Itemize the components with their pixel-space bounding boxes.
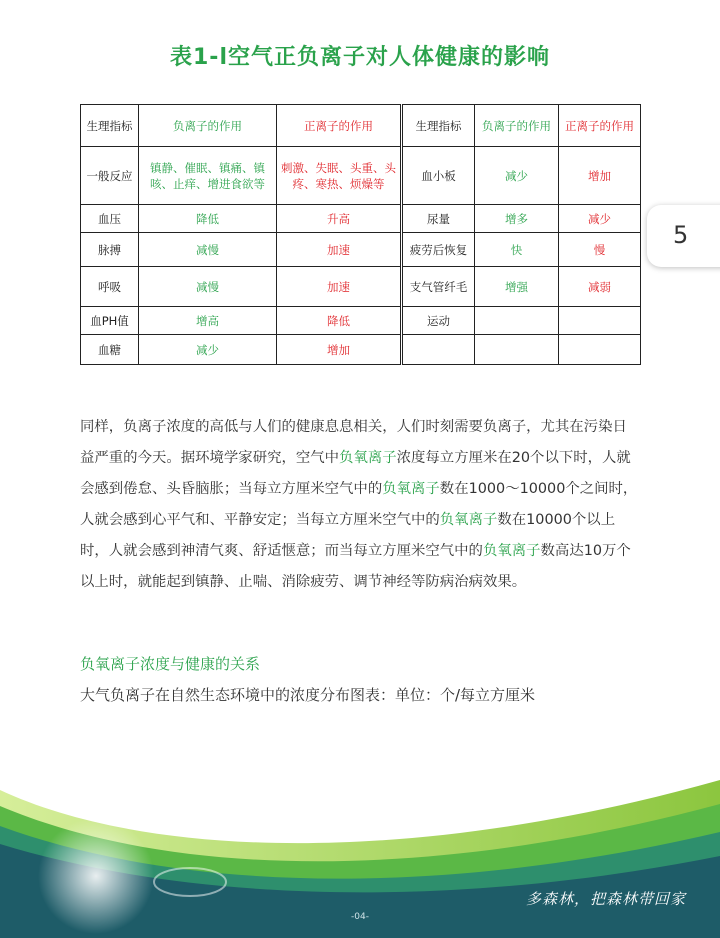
table-header-row [403,105,641,147]
table-header-cell: 生理指标 [403,105,475,147]
table-cell: 升高 [277,205,401,233]
table-cell: 支气管纤毛 [403,267,475,307]
footer-slogan: 多森林，把森林带回家 [526,890,687,908]
table-cell: 镇静、催眠、镇痛、镇咳、止痒、增进食欲等 [139,147,277,205]
table-cell: 减少 [475,147,559,205]
table-row [403,267,641,307]
table-header-row [81,105,401,147]
table-cell: 加速 [277,267,401,307]
table-cell: 增高 [139,307,277,335]
table-cell: 快 [475,233,559,267]
side-tab-number: 5 [673,221,689,249]
ion-effects-table-right [402,104,641,365]
table-row [81,335,401,365]
paragraph-text: 数高达10万个以上时，就能起到镇静、止喘、消除疲劳、调节神经等防病治病效果。 [80,543,631,590]
table-cell: 血糖 [81,335,139,365]
table-row [81,307,401,335]
table-row [403,233,641,267]
table-header-cell: 负离子的作用 [139,105,277,147]
body-paragraph [80,412,640,598]
table-cell: 血小板 [403,147,475,205]
table-cell: 降低 [139,205,277,233]
table-cell: 慢 [559,233,641,267]
table-cell: 降低 [277,307,401,335]
highlight-term: 负氧离子 [382,481,440,497]
section-subheading: 负氧离子浓度与健康的关系 [80,655,261,673]
table-cell: 减少 [139,335,277,365]
table-cell [559,307,641,335]
paragraph-text: 同样，负离子浓度的高低与人们的健康息息相关，人们时刻需要负离子，尤其在污染日益严重的今天。据环境学家研究，空气中 [80,419,627,466]
table-cell: 血压 [81,205,139,233]
table-row [403,147,641,205]
table-cell: 血PH值 [81,307,139,335]
table-row [81,233,401,267]
table-cell: 减弱 [559,267,641,307]
table-cell: 增多 [475,205,559,233]
page-number: -04- [351,912,369,922]
highlight-term: 负氧离子 [482,543,541,559]
table-header-cell: 负离子的作用 [475,105,559,147]
table-cell: 运动 [403,307,475,335]
table-cell [559,335,641,365]
table-row [81,205,401,233]
ion-effects-table-left [80,104,401,365]
page-title: 表1-l空气正负离子对人体健康的影响 [170,45,550,70]
table-cell [475,307,559,335]
table-cell: 尿量 [403,205,475,233]
table-cell [475,335,559,365]
table-row [403,205,641,233]
table-cell [403,335,475,365]
table-cell: 减少 [559,205,641,233]
table-cell: 减慢 [139,233,277,267]
table-cell: 增加 [559,147,641,205]
table-cell: 脉搏 [81,233,139,267]
table-cell: 减慢 [139,267,277,307]
table-header-cell: 正离子的作用 [559,105,641,147]
table-row [403,307,641,335]
paragraph-text: 浓度每立方厘米在20个以下时，人就会感到倦怠、头昏脑胀；当每立方厘米空气中的 [80,450,631,497]
table-header-cell: 生理指标 [81,105,139,147]
table-cell: 增强 [475,267,559,307]
table-row [81,267,401,307]
highlight-term: 负氧离子 [339,450,397,466]
table-cell: 一般反应 [81,147,139,205]
table-header-cell: 正离子的作用 [277,105,401,147]
chart-caption: 大气负离子在自然生态环境中的浓度分布图表：单位：个/每立方厘米 [80,686,536,704]
table-cell: 疲劳后恢复 [403,233,475,267]
table-row [403,335,641,365]
paragraph-text: 数在1000～10000个之间时，人就会感到心平气和、平静安定；当每立方厘米空气中的 [80,481,638,528]
table-cell: 刺激、失眠、头重、头疼、寒热、烦燥等 [277,147,401,205]
paragraph-text: 数在10000个以上时，人就会感到神清气爽、舒适惬意；而当每立方厘米空气中的 [80,512,616,559]
table-row [81,147,401,205]
table-cell: 呼吸 [81,267,139,307]
table-cell: 增加 [277,335,401,365]
highlight-term: 负氧离子 [439,512,498,528]
page-side-tab[interactable] [647,205,720,267]
table-cell: 加速 [277,233,401,267]
